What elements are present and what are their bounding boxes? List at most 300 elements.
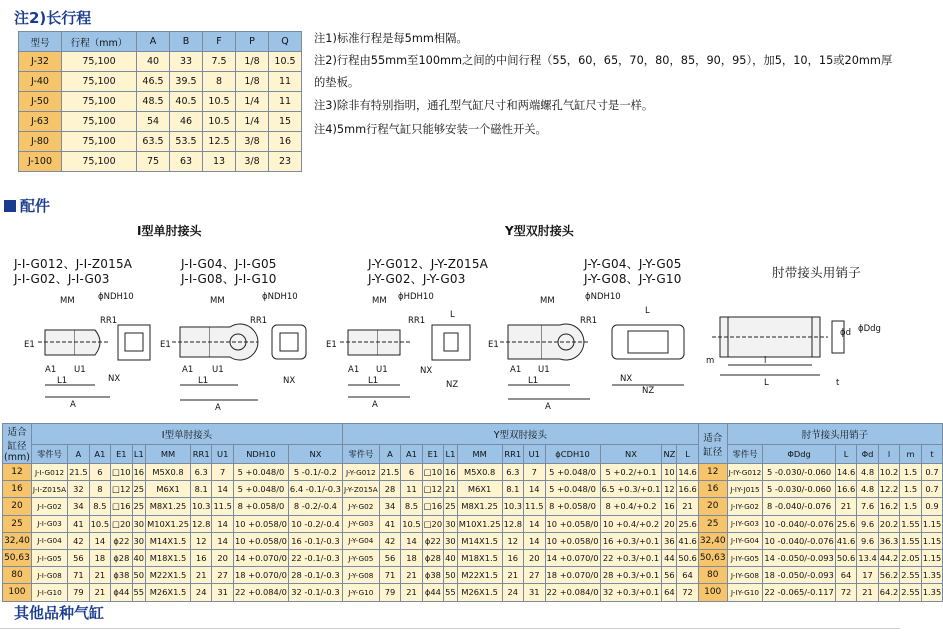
dimension-cell: 42 — [379, 532, 400, 549]
dim-d-5: ϕd — [840, 328, 852, 338]
note-3: 注3)除非有特别指明，通孔型气缸尺寸和两端螺孔气缸尺寸是一样。 — [314, 99, 654, 113]
dimension-cell: 34 — [68, 498, 89, 515]
dimension-cell: 2.55 — [900, 584, 921, 601]
dimension-cell: 32 — [68, 481, 89, 498]
bore2-header: 适合缸径 — [698, 424, 727, 464]
other-cylinders-title: 其他品种气缸 — [14, 604, 105, 622]
dimension-cell: 22 -0.1/-0.3 — [288, 549, 342, 566]
dimension-cell: 7 — [212, 464, 233, 481]
dimension-cell: M22X1.5 — [457, 567, 502, 584]
dimension-cell: 4.8 — [857, 464, 878, 481]
dimension-cell: 14 — [212, 481, 233, 498]
dim-ndh-1: ϕNDH10 — [98, 292, 134, 302]
long-stroke-cell: J-80 — [19, 132, 62, 152]
accessories-title: 配件 — [20, 197, 51, 215]
dimension-cell: 18 +0.070/0 — [233, 567, 288, 584]
dimension-cell: 12.8 — [190, 515, 211, 532]
dimension-cell: 28 — [379, 481, 400, 498]
y-col-header: NX — [600, 445, 662, 464]
dimension-cell: 25 — [3, 515, 32, 532]
pin-col-header: L — [835, 445, 856, 464]
i-group-header: I型单肘接头 — [31, 424, 342, 445]
dimension-cell: 5 +0.048/0 — [545, 481, 600, 498]
dimension-cell: 10 -0.040/-0.076 — [763, 532, 835, 549]
dimension-cell: 72 — [677, 584, 698, 601]
long-stroke-cell: 10.5 — [203, 112, 236, 132]
dimension-cell: 79 — [379, 584, 400, 601]
y-col-header: A — [379, 445, 400, 464]
note-2: 注2)行程由55mm至100mm之间的中间行程（55，60，65，70，80，85，90，95），加5，10，15或20mm厚的垫板。 — [314, 54, 893, 90]
long-stroke-row — [19, 92, 302, 112]
i-models-a-line1: J-I-G012、J-I-Z015A — [14, 257, 133, 271]
dim-ndh-2: ϕNDH10 — [262, 292, 298, 302]
i-joint-large-drawing — [172, 324, 306, 400]
dimension-cell: 40 — [444, 549, 458, 566]
long-stroke-cell: 46.5 — [137, 72, 170, 92]
long-stroke-cell: 46 — [170, 112, 203, 132]
dim-u1-2: U1 — [212, 365, 224, 375]
accessory-dimension-table — [2, 423, 943, 602]
dimension-cell: 64 — [835, 567, 856, 584]
dimension-row — [3, 584, 943, 601]
dimension-cell: 40 — [132, 549, 146, 566]
i-models-a-line2: J-I-G02、J-I-G03 — [14, 272, 110, 286]
dimension-cell: 41 — [68, 515, 89, 532]
i-col-header: E1 — [111, 445, 132, 464]
dimension-cell: 20 — [662, 515, 677, 532]
y-col-header: ϕCDH10 — [545, 445, 600, 464]
dimension-cell: 56 — [68, 549, 89, 566]
dimension-cell: J-Y-G02 — [342, 498, 379, 515]
dimension-cell: 34 — [379, 498, 400, 515]
dimension-cell: 12.2 — [878, 481, 899, 498]
dimension-cell: 10 +0.058/0 — [233, 515, 288, 532]
y-models-a-line1: J-Y-G012、J-Y-Z015A — [368, 257, 489, 271]
dimension-cell: 18 — [401, 549, 422, 566]
dimension-cell: J-I-G10 — [31, 584, 67, 601]
dimension-cell: J-Y-G04 — [342, 532, 379, 549]
dimension-cell: 32,40 — [3, 532, 32, 549]
dimension-cell: 14 +0.070/0 — [545, 549, 600, 566]
dimension-cell: J-I-G03 — [31, 515, 67, 532]
long-stroke-row — [19, 132, 302, 152]
dimension-cell: J-I-G05 — [31, 549, 67, 566]
dimension-cell: 21 — [401, 584, 422, 601]
dimension-cell: 22 -0.065/-0.117 — [763, 584, 835, 601]
dimension-cell: 7.6 — [857, 498, 878, 515]
dim-a-1: A — [70, 400, 76, 410]
dimension-cell: 20 — [698, 498, 727, 515]
dimension-cell: 20 — [3, 498, 32, 515]
dimension-cell: J-IY-G03 — [727, 515, 763, 532]
dim-l-5: L — [764, 378, 769, 388]
dimension-cell: 12 — [698, 464, 727, 481]
y-col-header: U1 — [524, 445, 545, 464]
long-stroke-cell: 75,100 — [62, 152, 137, 172]
dimension-cell: 8.5 — [89, 498, 110, 515]
long-stroke-cell: 16 — [269, 132, 302, 152]
dimension-cell: 27 — [212, 567, 233, 584]
long-stroke-col-header: Q — [269, 32, 302, 52]
dimension-cell: M10X1.25 — [146, 515, 191, 532]
y-models-b-line1: J-Y-G04、J-Y-G05 — [584, 257, 682, 271]
dim-rr1-1: RR1 — [100, 316, 118, 326]
long-stroke-cell: 10.5 — [203, 92, 236, 112]
dimension-cell: 8 +0.4/+0.2 — [600, 498, 662, 515]
i-col-header: NX — [288, 445, 342, 464]
dimension-cell: J-IY-G02 — [727, 498, 763, 515]
y-col-header: 零件号 — [342, 445, 379, 464]
dimension-cell: 5 -0.030/-0.060 — [763, 464, 835, 481]
long-stroke-cell: 11 — [269, 92, 302, 112]
dimension-cell: 80 — [698, 567, 727, 584]
dimension-cell: J-Y-G10 — [342, 584, 379, 601]
dimension-cell: 10.5 — [401, 515, 422, 532]
dimension-cell: J-IY-G05 — [727, 549, 763, 566]
dimension-cell: 10 +0.4/+0.2 — [600, 515, 662, 532]
long-stroke-col-header: 行程（mm） — [62, 32, 137, 52]
dim-e1-3: E1 — [326, 340, 337, 350]
dim-ndh-4: ϕNDH10 — [585, 292, 621, 302]
dimension-cell: 20 — [524, 549, 545, 566]
dimension-cell: M18X1.5 — [457, 549, 502, 566]
dimension-cell: 17 — [857, 567, 878, 584]
dimension-row — [3, 498, 943, 515]
dimension-cell: 100 — [3, 584, 32, 601]
dimension-cell: J-Y-Z015A — [342, 481, 379, 498]
dimension-cell: 18 +0.070/0 — [545, 567, 600, 584]
dimension-cell: 41.6 — [677, 532, 698, 549]
i-models-a — [14, 257, 132, 287]
dimension-cell: 27 — [524, 567, 545, 584]
y-col-header: L1 — [444, 445, 458, 464]
bullet-square-icon — [4, 200, 16, 212]
long-stroke-row — [19, 152, 302, 172]
dimension-cell: 10 -0.040/-0.076 — [763, 515, 835, 532]
notes-block — [314, 27, 894, 141]
dimension-cell: □12 — [111, 481, 132, 498]
dimension-cell: 16 — [132, 464, 146, 481]
dimension-cell: 50.6 — [677, 549, 698, 566]
dim-a-3: A — [372, 400, 378, 410]
dimension-cell: 21 — [677, 498, 698, 515]
dimension-cell: □20 — [422, 515, 443, 532]
dimension-cell: 5 -0.030/-0.060 — [763, 481, 835, 498]
dimension-cell: 5 +0.048/0 — [545, 464, 600, 481]
dimension-cell: 21 — [89, 584, 110, 601]
i-col-header: 零件号 — [31, 445, 67, 464]
dimension-cell: 10 +0.058/0 — [233, 532, 288, 549]
long-stroke-cell: J-40 — [19, 72, 62, 92]
long-stroke-cell: 15 — [269, 112, 302, 132]
dimension-cell: 25 — [698, 515, 727, 532]
dimension-cell: 16 — [444, 464, 458, 481]
dimension-cell: 10.2 — [878, 464, 899, 481]
dimension-cell: 9.6 — [857, 515, 878, 532]
pin-title: 肘带接头用销子 — [772, 265, 861, 280]
y-group-header: Y型双肘接头 — [342, 424, 698, 445]
long-stroke-cell: 1/8 — [236, 52, 269, 72]
i-col-header: NDH10 — [233, 445, 288, 464]
dimension-cell: □20 — [111, 515, 132, 532]
dim-u1-1: U1 — [74, 365, 86, 375]
dimension-cell: 25.6 — [835, 515, 856, 532]
long-stroke-cell: 63.5 — [137, 132, 170, 152]
dimension-cell: 14 +0.070/0 — [233, 549, 288, 566]
dimension-cell: J-Y-G03 — [342, 515, 379, 532]
dimension-cell: 7 — [524, 464, 545, 481]
i-col-header: A — [68, 445, 89, 464]
dim-l1-3: L1 — [368, 376, 379, 386]
dimension-cell: 21 — [401, 567, 422, 584]
dimension-cell: 21 — [857, 584, 878, 601]
dimension-cell: 8 -0.2/-0.4 — [288, 498, 342, 515]
dimension-cell: 21 — [444, 481, 458, 498]
dimension-cell: 14.6 — [835, 464, 856, 481]
dimension-cell: 14 — [524, 532, 545, 549]
long-stroke-cell: 39.5 — [170, 72, 203, 92]
dimension-cell: 16 — [698, 481, 727, 498]
dimension-cell: 44.2 — [878, 549, 899, 566]
dimension-cell: 21 — [502, 567, 523, 584]
dimension-cell: □16 — [111, 498, 132, 515]
dimension-cell: 41.6 — [835, 532, 856, 549]
dim-l1-1: L1 — [57, 376, 68, 386]
dimension-cell: 80 — [3, 567, 32, 584]
dim-a1-3: A1 — [348, 365, 360, 375]
dimension-cell: 1.55 — [900, 515, 921, 532]
dimension-cell: 14 — [89, 532, 110, 549]
dimension-cell: ϕ22 — [422, 532, 443, 549]
dim-ddg-5: ϕDdg — [858, 324, 881, 334]
i-models-b-line2: J-I-G08、J-I-G10 — [181, 272, 277, 286]
long-stroke-col-header: A — [137, 32, 170, 52]
dimension-cell: 24 — [190, 584, 211, 601]
y-type-title: Y型双肘接头 — [505, 224, 574, 238]
long-stroke-title: 注2)长行程 — [14, 9, 92, 27]
dimension-cell: 0.7 — [921, 481, 942, 498]
dimension-cell: 41 — [379, 515, 400, 532]
bottom-divider — [0, 628, 900, 629]
dimension-cell: 1.35 — [921, 567, 942, 584]
dimension-cell: 10.5 — [89, 515, 110, 532]
dimension-row — [3, 515, 943, 532]
accessories-heading — [4, 195, 50, 216]
dimension-cell: 55 — [132, 584, 146, 601]
dimension-cell: 79 — [68, 584, 89, 601]
dimension-cell: 8.1 — [190, 481, 211, 498]
dimension-cell: 16.2 — [878, 498, 899, 515]
dimension-cell: 10.3 — [502, 498, 523, 515]
dimension-cell: 16 +0.3/+0.1 — [600, 532, 662, 549]
dimension-cell: M18X1.5 — [146, 549, 191, 566]
dimension-cell: 55 — [444, 584, 458, 601]
y-col-header: NZ — [662, 445, 677, 464]
i-col-header: L1 — [132, 445, 146, 464]
dimension-cell: 71 — [379, 567, 400, 584]
dimension-cell: 16 -0.1/-0.3 — [288, 532, 342, 549]
dimension-cell: 13.4 — [857, 549, 878, 566]
dim-nx-3: NX — [420, 366, 433, 376]
long-stroke-cell: 48.5 — [137, 92, 170, 112]
dim-u1-4: U1 — [538, 365, 550, 375]
dimension-cell: 12 — [502, 532, 523, 549]
i-type-title: I型单肘接头 — [137, 224, 202, 238]
i-col-header: MM — [146, 445, 191, 464]
dimension-cell: M14X1.5 — [146, 532, 191, 549]
pin-col-header: m — [900, 445, 921, 464]
i-col-header: RR1 — [190, 445, 211, 464]
dim-nz-3: NZ — [446, 380, 459, 390]
long-stroke-cell: 10.5 — [269, 52, 302, 72]
dimension-cell: □12 — [422, 481, 443, 498]
dimension-cell: 5 +0.048/0 — [233, 464, 288, 481]
dimension-cell: M14X1.5 — [457, 532, 502, 549]
dimension-cell: 11.5 — [524, 498, 545, 515]
long-stroke-cell: 1/8 — [236, 72, 269, 92]
long-stroke-col-header: F — [203, 32, 236, 52]
dim-mm-3: MM — [372, 296, 387, 306]
long-stroke-cell: 53.5 — [170, 132, 203, 152]
long-stroke-cell: 75,100 — [62, 112, 137, 132]
dimension-cell: 16 — [662, 498, 677, 515]
y-col-header: MM — [457, 445, 502, 464]
dim-l-4: L — [645, 306, 650, 316]
dimension-cell: 2.55 — [900, 567, 921, 584]
dimension-cell: 71 — [68, 567, 89, 584]
dimension-cell: J-I-G04 — [31, 532, 67, 549]
dimension-cell: M26X1.5 — [146, 584, 191, 601]
dim-nz-4: NZ — [642, 386, 655, 396]
long-stroke-cell: 54 — [137, 112, 170, 132]
long-stroke-table — [18, 31, 302, 172]
dimension-cell: 18 -0.050/-0.093 — [763, 567, 835, 584]
dimension-cell: 14 -0.050/-0.093 — [763, 549, 835, 566]
dimension-cell: 64 — [662, 584, 677, 601]
dimension-cell: 10.3 — [190, 498, 211, 515]
dimension-cell: □10 — [111, 464, 132, 481]
long-stroke-col-header: B — [170, 32, 203, 52]
dimension-cell: 10 +0.058/0 — [545, 532, 600, 549]
dimension-cell: 0.7 — [921, 464, 942, 481]
dimension-cell: J-Y-G05 — [342, 549, 379, 566]
long-stroke-cell: 33 — [170, 52, 203, 72]
dimension-cell: 50,63 — [698, 549, 727, 566]
dimension-cell: 22 +0.084/0 — [545, 584, 600, 601]
dim-hdh-3: ϕHDH10 — [398, 292, 434, 302]
dimension-cell: 2.05 — [900, 549, 921, 566]
long-stroke-cell: 3/8 — [236, 132, 269, 152]
dimension-cell: 25 — [444, 498, 458, 515]
dimension-row — [3, 464, 943, 481]
long-stroke-cell: 12.5 — [203, 132, 236, 152]
dimension-cell: 5 +0.048/0 — [233, 481, 288, 498]
dim-l1-2: L1 — [198, 376, 209, 386]
y-models-a — [368, 257, 488, 287]
dimension-cell: 36.3 — [878, 532, 899, 549]
dim-a1-1: A1 — [45, 365, 57, 375]
dimension-cell: 36 — [662, 532, 677, 549]
dimension-cell: 30 — [132, 515, 146, 532]
dimension-cell: 31 — [524, 584, 545, 601]
dim-a-2: A — [215, 403, 221, 413]
dimension-row — [3, 481, 943, 498]
dimension-cell: 21 — [190, 567, 211, 584]
dimension-cell: 14 — [212, 532, 233, 549]
dimension-cell: 64 — [677, 567, 698, 584]
dimension-cell: 11.5 — [212, 498, 233, 515]
dimension-cell: 21 — [835, 498, 856, 515]
dim-e1-2: E1 — [160, 340, 171, 350]
dimension-cell: 30 — [132, 532, 146, 549]
dimension-cell: M8X1.25 — [457, 498, 502, 515]
dimension-cell: M8X1.25 — [146, 498, 191, 515]
dimension-cell: 21.5 — [379, 464, 400, 481]
dim-u1-3: U1 — [376, 365, 388, 375]
dimension-cell: 12.8 — [502, 515, 523, 532]
long-stroke-cell: 75 — [137, 152, 170, 172]
dimension-cell: 16.6 — [677, 481, 698, 498]
dimension-cell: J-Y-G012 — [342, 464, 379, 481]
long-stroke-cell: 1/4 — [236, 112, 269, 132]
dimension-cell: 10 +0.058/0 — [545, 515, 600, 532]
long-stroke-cell: 13 — [203, 152, 236, 172]
dimension-cell: 8.1 — [502, 481, 523, 498]
dimension-cell: M5X0.8 — [146, 464, 191, 481]
dimension-cell: 24 — [502, 584, 523, 601]
dimension-cell: 32,40 — [698, 532, 727, 549]
dimension-cell: 22 +0.084/0 — [233, 584, 288, 601]
dimension-cell: J-IY-G10 — [727, 584, 763, 601]
dimension-cell: ϕ38 — [111, 567, 132, 584]
long-stroke-cell: 1/4 — [236, 92, 269, 112]
dim-mm-1: MM — [60, 296, 75, 306]
dimension-cell: 20 — [212, 549, 233, 566]
dimension-cell: 14 — [401, 532, 422, 549]
dimension-cell: 72 — [835, 584, 856, 601]
dimension-cell: 16 — [502, 549, 523, 566]
long-stroke-cell: 75,100 — [62, 132, 137, 152]
dimension-cell: 1.35 — [921, 584, 942, 601]
dimension-cell: 8 +0.058/0 — [233, 498, 288, 515]
long-stroke-col-header: P — [236, 32, 269, 52]
dimension-cell: 5 +0.2/+0.1 — [600, 464, 662, 481]
pin-col-header: l — [878, 445, 899, 464]
long-stroke-cell: 75,100 — [62, 92, 137, 112]
dimension-cell: J-IY-J015 — [727, 481, 763, 498]
dimension-cell: 25 — [132, 498, 146, 515]
dimension-cell: 50 — [132, 567, 146, 584]
dimension-cell: 30 — [444, 532, 458, 549]
dimension-cell: 32 +0.3/+0.1 — [600, 584, 662, 601]
dimension-cell: J-I-G012 — [31, 464, 67, 481]
dimension-cell: ϕ22 — [111, 532, 132, 549]
dimension-cell: M26X1.5 — [457, 584, 502, 601]
dimension-cell: 6.4 -0.1/-0.3 — [288, 481, 342, 498]
i-models-b — [181, 257, 277, 287]
dimension-cell: 9.6 — [857, 532, 878, 549]
dimension-cell: 6.5 +0.3/+0.1 — [600, 481, 662, 498]
dimension-row — [3, 549, 943, 566]
dimension-cell: J-IY-G08 — [727, 567, 763, 584]
long-stroke-cell: 11 — [269, 72, 302, 92]
dimension-cell: 30 — [444, 515, 458, 532]
dimension-cell: 14 — [524, 515, 545, 532]
long-stroke-row — [19, 112, 302, 132]
pin-col-header: Φd — [857, 445, 878, 464]
i-joint-small-drawing — [38, 325, 150, 397]
long-stroke-cell: 40 — [137, 52, 170, 72]
